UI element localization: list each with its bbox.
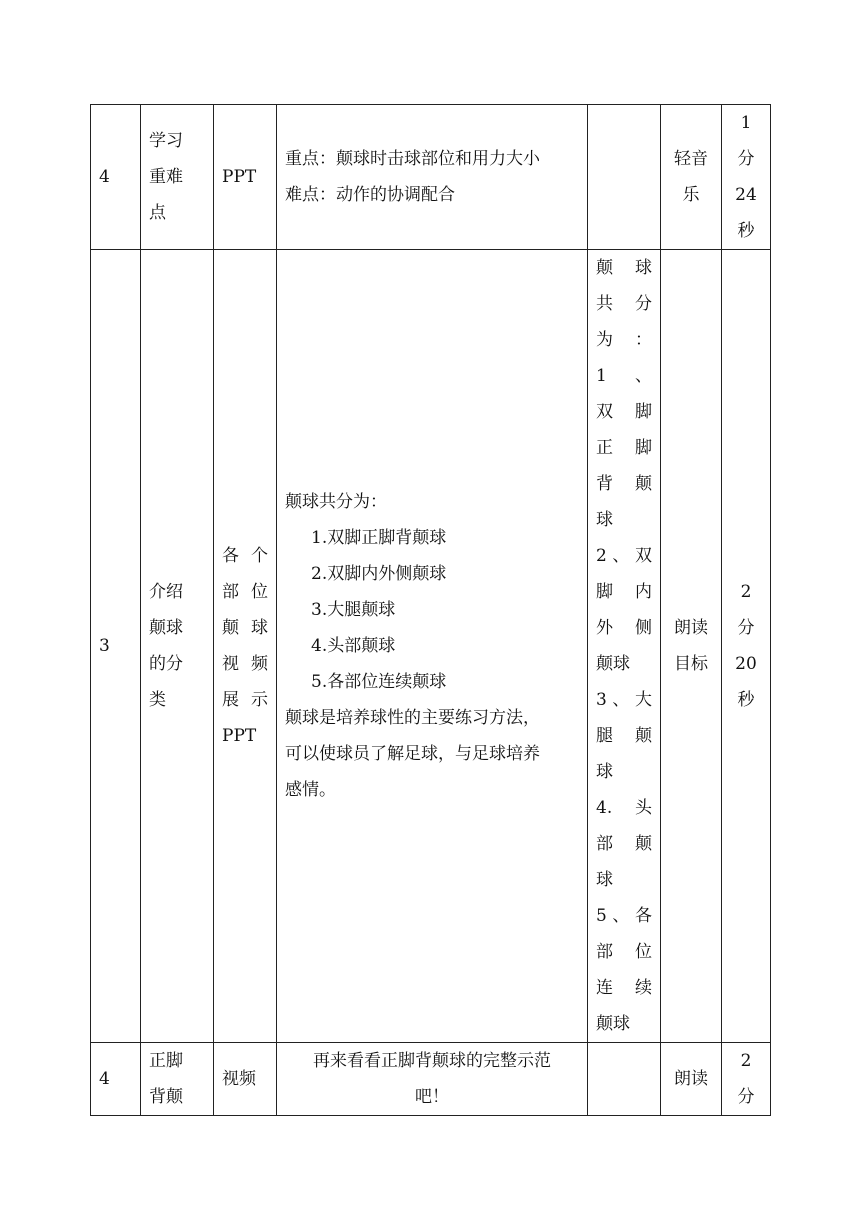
media-cell (214, 1043, 277, 1116)
music-cell (661, 105, 722, 250)
time-line: 2 (740, 1051, 752, 1071)
student-line: 2 、 双 (596, 546, 652, 566)
step-number-cell (91, 105, 141, 250)
time-line: 秒 (737, 221, 755, 241)
student-line: 连 续 (596, 978, 652, 998)
content-cell (277, 1043, 588, 1116)
media-label: PPT (222, 167, 257, 187)
content-line: 感情。 (285, 780, 336, 800)
time-line: 2 (740, 582, 752, 602)
student-line: 4. 头 (596, 798, 652, 818)
student-activity-cell (588, 250, 661, 1043)
student-line: 腿 颠 (596, 726, 652, 746)
content-line: 可以使球员了解足球，与足球培养 (285, 744, 540, 764)
media-line: 颠球 (222, 618, 268, 638)
step-number-cell (91, 250, 141, 1043)
stage-line: 背颠 (149, 1087, 183, 1107)
table-row (91, 250, 771, 1043)
content-cell (277, 250, 588, 1043)
stage-line: 类 (149, 690, 166, 710)
time-cell (722, 250, 771, 1043)
time-line: 24 (735, 185, 757, 205)
media-cell (214, 250, 277, 1043)
content-list-item: 3.大腿颠球 (311, 600, 396, 620)
step-number: 4 (99, 1069, 110, 1089)
music-line: 目标 (674, 654, 708, 674)
stage-line: 介绍 (149, 582, 183, 602)
student-line: 部 颠 (596, 834, 652, 854)
student-line: 颠 球 (596, 258, 652, 278)
content-list-item: 2.双脚内外侧颠球 (311, 564, 447, 584)
stage-cell (141, 105, 214, 250)
stage-line: 的分 (149, 654, 183, 674)
time-line: 分 (737, 1087, 755, 1107)
student-line: 外 侧 (596, 618, 652, 638)
music-line: 轻音 (674, 149, 708, 169)
media-cell (214, 105, 277, 250)
media-line: 视频 (222, 654, 268, 674)
student-line: 球 (596, 762, 613, 782)
media-line: 部位 (222, 582, 268, 602)
time-line: 20 (735, 654, 757, 674)
stage-line: 颠球 (149, 618, 183, 638)
content-list-item: 1.双脚正脚背颠球 (311, 528, 447, 548)
music-label: 朗读 (674, 1069, 708, 1089)
lesson-plan-table (90, 104, 771, 1116)
media-label: 视频 (222, 1069, 256, 1089)
time-cell (722, 1043, 771, 1116)
student-line: 3 、 大 (596, 690, 652, 710)
content-line: 吧！ (415, 1087, 449, 1107)
stage-cell (141, 250, 214, 1043)
step-number-cell (91, 1043, 141, 1116)
content-list-item: 5.各部位连续颠球 (311, 672, 447, 692)
time-cell (722, 105, 771, 250)
media-line: PPT (222, 726, 257, 746)
table-row (91, 105, 771, 250)
student-line: 5 、 各 (596, 906, 652, 926)
step-number: 3 (99, 636, 110, 656)
content-cell (277, 105, 588, 250)
table-row (91, 1043, 771, 1116)
content-line: 难点：动作的协调配合 (285, 185, 455, 205)
music-cell (661, 250, 722, 1043)
step-number: 4 (99, 167, 110, 187)
student-line: 共 分 (596, 294, 652, 314)
time-line: 分 (737, 618, 755, 638)
content-line: 颠球是培养球性的主要练习方法， (285, 708, 540, 728)
time-line: 1 (740, 113, 752, 133)
student-line: 球 (596, 510, 613, 530)
student-line: 背 颠 (596, 474, 652, 494)
time-line: 分 (737, 149, 755, 169)
content-list-item: 4.头部颠球 (311, 636, 396, 656)
student-line: 脚 内 (596, 582, 652, 602)
media-line: 各个 (222, 546, 268, 566)
student-activity-cell (588, 1043, 661, 1116)
content-intro: 颠球共分为： (285, 492, 387, 512)
stage-line: 重难 (149, 167, 183, 187)
stage-line: 点 (149, 203, 166, 223)
time-line: 秒 (737, 690, 755, 710)
student-line: 颠球 (596, 1014, 630, 1034)
content-line: 重点：颠球时击球部位和用力大小 (285, 149, 540, 169)
stage-line: 学习 (149, 131, 183, 151)
music-line: 乐 (682, 185, 700, 205)
student-activity-cell (588, 105, 661, 250)
music-cell (661, 1043, 722, 1116)
student-line: 双 脚 (596, 402, 652, 422)
media-line: 展示 (222, 690, 268, 710)
student-line: 为：1、 (596, 330, 652, 386)
student-line: 球 (596, 870, 613, 890)
content-line: 再来看看正脚背颠球的完整示范 (313, 1051, 551, 1071)
stage-line: 正脚 (149, 1051, 183, 1071)
stage-cell (141, 1043, 214, 1116)
music-line: 朗读 (674, 618, 708, 638)
student-line: 正 脚 (596, 438, 652, 458)
student-line: 部 位 (596, 942, 652, 962)
student-line: 颠球 (596, 654, 630, 674)
